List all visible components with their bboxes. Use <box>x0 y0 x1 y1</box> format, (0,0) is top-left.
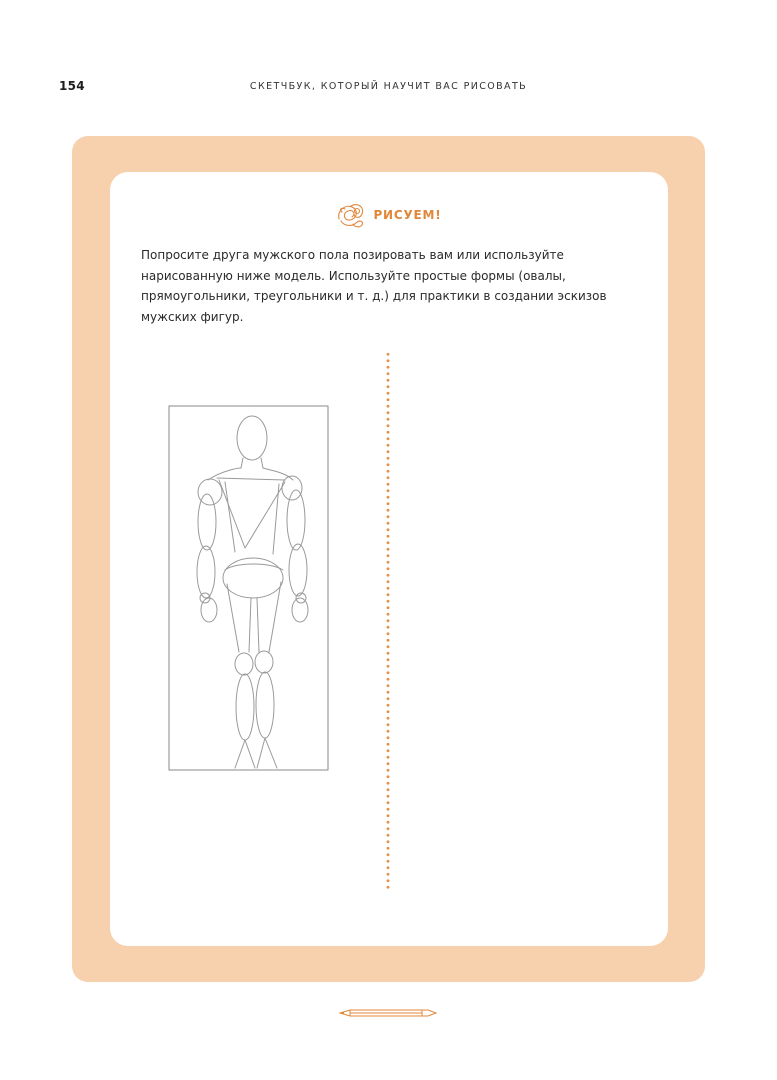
section-heading <box>0 201 777 229</box>
section-label: РИСУЕМ! <box>373 208 442 222</box>
drawing-area[interactable] <box>396 345 656 905</box>
exercise-instructions: Попросите друга мужского пола позировать вам или используйте нарисованную ниже модель. Используйте простые формы (овалы, прямоугольники, треугольники и т. д.) для практики в создании эскизов мужских фигур. <box>141 248 607 324</box>
running-header: СКЕТЧБУК, КОТОРЫЙ НАУЧИТ ВАС РИСОВАТЬ <box>249 81 528 92</box>
male-figure-model-sketch <box>165 402 333 774</box>
scribble-icon <box>335 201 367 229</box>
dotted-divider <box>386 351 390 891</box>
pencil-icon <box>336 1006 440 1020</box>
page-number: 154 <box>59 79 85 93</box>
